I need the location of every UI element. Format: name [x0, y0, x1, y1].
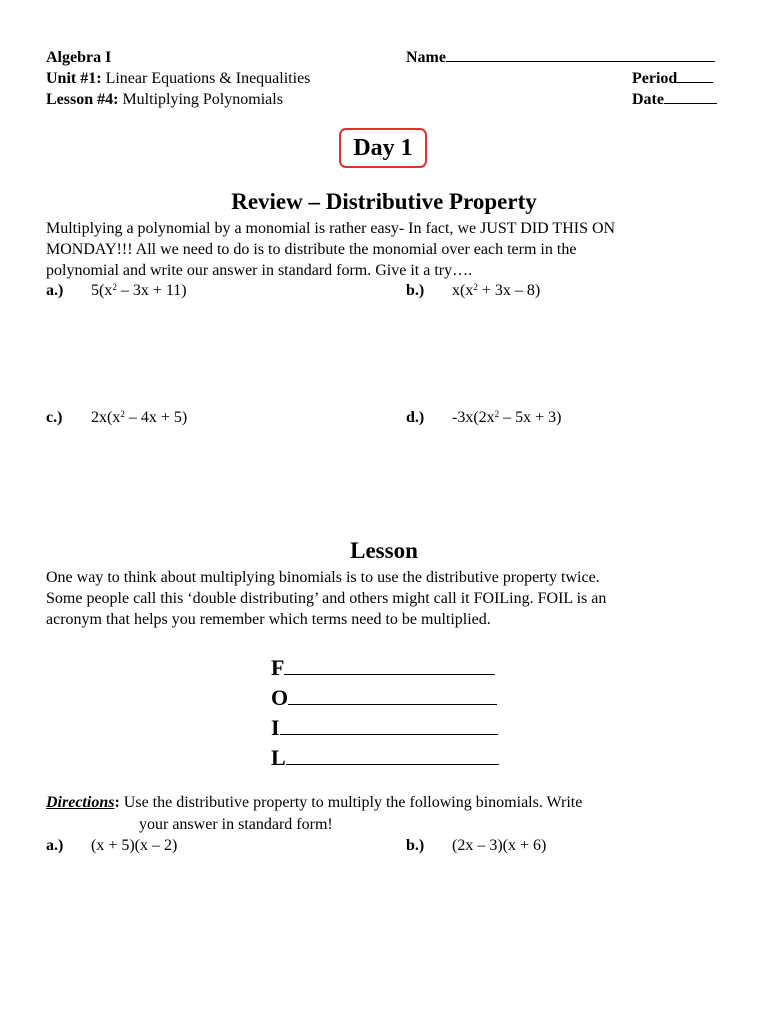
problem-expression: $2x(x^2 - 4x + 5)$ — [91, 409, 188, 426]
foil-letter: O — [271, 685, 289, 710]
problem-label: d.) — [406, 409, 425, 426]
foil-row-f[interactable] — [271, 656, 495, 680]
foil-letter: I — [271, 715, 280, 740]
problem-label: a.) — [46, 282, 64, 299]
review-title: Review – Distributive Property — [231, 189, 537, 214]
directions-line-1: Directions: Use the distributive property to multiply the following binomials. Write — [46, 794, 583, 811]
problem-label: a.) — [46, 837, 64, 854]
review-line: Multiplying a polynomial by a monomial is rather easy- In fact, we JUST DID THIS ON — [46, 220, 616, 237]
directions-line-2: your answer in standard form! — [139, 816, 333, 833]
review-line: MONDAY!!! All we need to do is to distribute the monomial over each term in the — [46, 241, 577, 258]
problem-label: b.) — [406, 282, 425, 299]
lesson-title: Multiplying Polynomials — [122, 91, 283, 108]
lesson-paragraph — [46, 567, 726, 630]
foil-blank[interactable] — [284, 656, 495, 675]
period-blank[interactable] — [677, 82, 713, 83]
course-title: Algebra I — [46, 49, 112, 66]
directions-label: Directions — [46, 794, 115, 811]
problem-expression: (2x – 3)(x + 6) — [452, 837, 547, 854]
lesson-line: Some people call this ‘double distributing’ and others might call it FOILing. FOIL is an — [46, 590, 607, 607]
name-label: Name — [406, 49, 446, 66]
lesson-line — [46, 92, 283, 108]
date-field[interactable] — [632, 92, 717, 108]
problem-label: b.) — [406, 837, 425, 854]
review-paragraph — [46, 218, 726, 281]
lesson-title: Lesson — [350, 538, 418, 563]
day-badge: Day 1 — [339, 128, 427, 168]
lesson-label: Lesson #4: — [46, 91, 119, 108]
foil-row-l[interactable] — [271, 746, 499, 770]
directions-text: Use the distributive property to multiply the following binomials. Write — [119, 794, 583, 811]
period-field[interactable] — [632, 71, 713, 87]
foil-blank[interactable] — [288, 686, 497, 705]
unit-line — [46, 71, 310, 87]
name-blank[interactable] — [446, 61, 715, 62]
foil-row-i[interactable] — [271, 716, 498, 740]
foil-blank[interactable] — [280, 716, 498, 735]
problem-expression: $x(x^2 + 3x - 8)$ — [452, 282, 541, 299]
problem-expression: $5(x^2 - 3x + 11)$ — [91, 282, 187, 299]
problem-expression: (x + 5)(x – 2) — [91, 837, 178, 854]
problem-expression: $-3x(2x^2 - 5x + 3)$ — [452, 409, 562, 426]
unit-label: Unit #1: — [46, 70, 102, 87]
problem-label: c.) — [46, 409, 63, 426]
foil-letter: L — [271, 745, 286, 770]
date-blank[interactable] — [664, 103, 717, 104]
date-label: Date — [632, 91, 664, 108]
lesson-line: One way to think about multiplying binomials is to use the distributive property twice. — [46, 569, 600, 586]
name-field[interactable] — [406, 50, 715, 66]
foil-blank[interactable] — [286, 746, 499, 765]
foil-letter: F — [271, 655, 285, 680]
period-label: Period — [632, 70, 678, 87]
lesson-line: acronym that helps you remember which terms need to be multiplied. — [46, 611, 491, 628]
review-line: polynomial and write our answer in standard form. Give it a try…. — [46, 262, 473, 279]
foil-row-o[interactable] — [271, 686, 497, 710]
unit-title: Linear Equations & Inequalities — [105, 70, 311, 87]
